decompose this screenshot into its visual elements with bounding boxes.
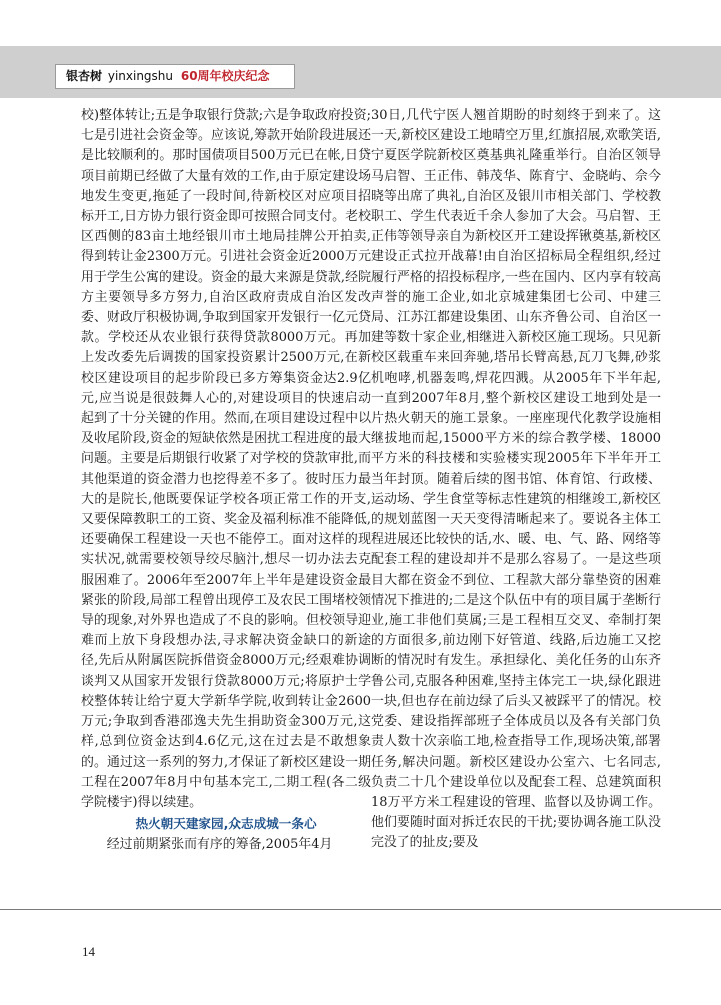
header-latin: yinxingshu [107, 69, 174, 83]
page-number: 14 [82, 944, 95, 959]
right-paragraph-1: 30日,几代宁医人翘首期盼的时刻终于到来了。这一天,新校区建设工地晴空万里,红旗招展,欢歌笑语,宁夏医学院新校区奠基典礼隆重举行。自治区领导马启智、王正伟、韩茂华、陈育宁、金晓屿、佘今晓等出席了典礼,自治区及银川市相关部门、学校教职工、学生代表近千余人参加了大会。马启智、王正伟等领导亲自为新校区开工建设挥锹奠基,新校区建设正式拉开战幕!由自治区招标局全程组织,经过履行严格的招投标程序,一些在国内、区内享有较高声誉的施工企业,如北京城建集团七公司、中建三局、江苏江都建设集团、山东齐鲁公司、自治区一建等数十家企业,相继进入新校区施工现场。只见新校区载重车来回奔驰,塔吊长臂高悬,瓦刀飞舞,砂浆机咆哮,机器轰鸣,焊花四溅。从2005年下半年起,一直到2007年8月,整个新校区建设工地到处是一片热火朝天的施工景象。一座座现代化教学设施相继拔地而起,15000平方米的综合教学楼、18000平方米的科技楼和实验楼实现2005年下半年开工当年封顶。随着后续的图书馆、体育馆、行政楼、运动场、学生食堂等标志性建筑的相继竣工,新校区的规划蓝图一天天变得清晰起来了。要说各主体工程进展还比较快的话,水、暖、电、气、路、网络等配套工程的建设却并不是那么容易了。一是这些项目大都在资金不到位、工程款大部分靠垫资的困难情况下推进的;二是这个队伍中有的项目属于垄断行业,施工非他们莫属;三是工程相互交叉、牵制打架的方面很多,前边刚下好管道、线路,后边施工又挖断的情况时有发生。承担绿化、美化任务的山东齐鲁公司,克服各种困难,坚持主体完工一块,绿化跟进一块,但也存在前边绿了后头又被踩平了的情况。校党委、建设指挥部班子全体成员以及各有关部门负责人数十次亲临工地,检查指导工作,现场决策,部署任务,解决问题。新校区建设办公室六、七名同志,负责二十几个建设单位以及配套工程、总建筑面积18万平方米工程建设的管理、监督以及协调工作。他们要随时面对拆迁农民的干扰;要协调各施工队没完没了的扯皮;要及 [371, 108, 661, 851]
left-column [81, 106, 371, 855]
section-subheading: 热火朝天建家园,众志成城一条心 [135, 816, 317, 832]
left-paragraph-1: 校)整体转让;五是争取银行贷款;六是争取政府投资;七是引进社会资金等。应该说,筹款开始阶段进展还是比较顺利的。那时国债项目500万元已在帐,日贷项目前期已经做了大量有效的工作,由于原定建设场地发生变更,拖延了一段时间,待新校区对应项目招标开工,日方协力银行资金即可按照合同支付。老校区西侧的83亩土地经银川市土地局挂牌公开拍卖,得到转让金2300万元。引进社会资金近2000万元用于学生公寓的建设。资金的最大来源是贷款,经院方主要领导多方努力,自治区政府责成自治区发改委、财政厅积极协调,争取到国家开发银行一亿元贷款。学校还从农业银行获得贷款8000万元。再加上发改委先后调拨的国家投资累计2500万元,在新校区建设项目的起步阶段已多方筹集资金达2.9亿元,应当说是很鼓舞人心的,对建设项目的快速启动起到了十分关键的作用。然而,在项目建设过程中以及收尾阶段,资金的短缺依然是困扰工程进度的最大问题。主要是后期银行收紧了对学校的贷款审批,而其他渠道的资金潜力也挖得差不多了。彼时压力最大的是院长,他既要保证学校各项正常工作的开支,又要保障教职工的工资、奖金及福利标准不能降低,还要确保工程建设一天也不能停工。面对这样的现实状况,就需要校领导绞尽脑汁,想尽一切办法去克服困难了。2006年至2007年上半年是建设资金最紧张的阶段,局部工程曾出现停工及农民工围堵校领导的现象,对外界也造成了不良的影响。但校领导迎难而上放下身段想办法,寻求解决资金缺口的新途径,先后从附属医院拆借资金8000万元;经艰难协调谈判又从国家开发银行贷款8000万元;将原护士学校整体转让给宁夏大学新华学院,收到转让金2600万元;争取到香港邵逸夫先生捐助资金300万元,这样,总到位资金达到4.6亿元,这在过去是不敢想象的。通过这一系列的努力,才保证了新校区建设一期工程在2007年8月中旬基本完工,二期工程(各二级学院楼宇)得以续建。 [81, 108, 371, 810]
right-column [371, 106, 661, 854]
left-paragraph-2: 经过前期紧张而有序的筹备,2005年4月 [106, 837, 333, 853]
header-anniversary: 60周年校庆纪念 [180, 69, 270, 83]
header-brand: 银杏树 [66, 69, 103, 83]
running-header [55, 64, 295, 89]
footer-divider [0, 909, 721, 910]
